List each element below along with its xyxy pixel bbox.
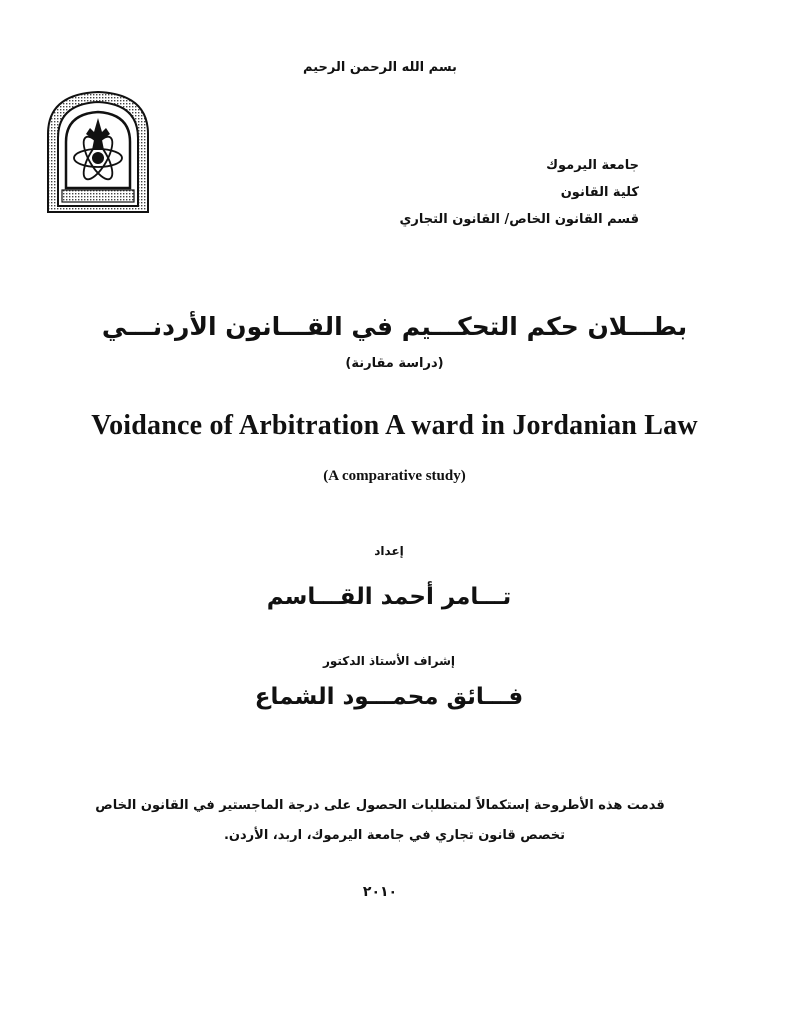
thesis-subtitle-arabic: (دراسة مقارنة) <box>345 356 444 371</box>
institution-block <box>399 152 639 233</box>
thesis-title-english: Voidance of Arbitration A ward in Jordanian Law <box>91 410 698 441</box>
yarmouk-university-seal-icon <box>42 88 154 216</box>
supervisor-name: فـــائق محمـــود الشماع <box>254 684 524 710</box>
submission-statement-line-1: قدمت هذه الأطروحة إستكمالاً لمتطلبات الحصول على درجة الماجستير في القانون الخاص <box>95 798 665 813</box>
faculty-name: كلية القانون <box>560 185 639 200</box>
basmala: بسم الله الرحمن الرحيم <box>303 60 457 75</box>
prepared-by-label: إعداد <box>374 544 404 558</box>
submission-statement-line-2: تخصص قانون تجاري في جامعة اليرموك، اربد، الأردن. <box>223 828 566 843</box>
submission-year: ٢٠١٠ <box>362 884 398 900</box>
thesis-subtitle-english: (A comparative study) <box>323 468 466 484</box>
author-name: تـــامر أحمد القـــاسم <box>266 584 512 610</box>
department-name: قسم القانون الخاص/ القانون التجاري <box>399 212 639 227</box>
university-name: جامعة اليرموك <box>546 158 639 173</box>
supervisor-label: إشراف الأستاذ الدكتور <box>322 654 456 668</box>
thesis-title-arabic: بطـــلان حكم التحكـــيم في القـــانون الأردنـــي <box>101 312 688 341</box>
